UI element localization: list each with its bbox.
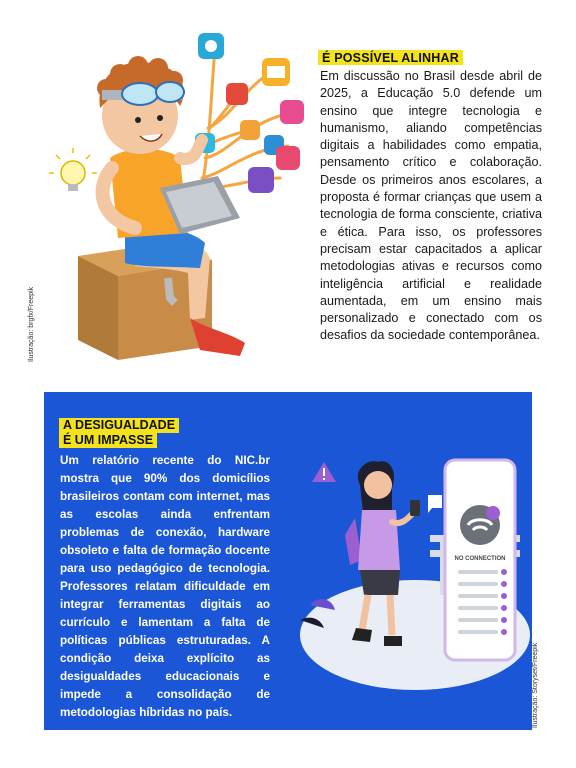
illustration-credit: Ilustração: brgfx/Freepik [28,286,35,362]
illustration-credit: Ilustração: Storyset/Freepik [532,642,539,728]
lightbulb-icon [49,148,97,191]
section-body-text: Em discussão no Brasil desde abril de 2025, a Educação 5.0 defende um ensino que integre tecnologia e humanismo, aliando competências digitais a habilidades como empatia, pensamento crítico e colaboração. Desde os primeiros anos escolares, a proposta é formar crianças que usem a tecnologia de forma consciente, criativa e ética. Para isso, os professores precisam estar capacitados a aplicar metodologias ativas e recursos como inteligência artificial e realidade aumentada, em um ensino mais personalizado e conectado com os desafios da sociedade contemporânea. [320,69,542,343]
boy-tablet-illustration [40,28,315,373]
warning-icon [312,462,336,482]
girl-phone-illustration [280,430,530,695]
section-body-text: Um relatório recente do NIC.br mostra que 90% dos domicílios brasileiros contam com internet, mas as escolas ainda enfrentam problemas de conexão, hardware obsoleto e falta de formação docente para uso pedagógico de tecnologia. Professores relatam dificuldade em integrar ferramentas digitais ao currículo e lamentam a falta de políticas públicas estruturadas. A condição deixa explícito as desigualdades educacionais e impede a consolidação de metodologias híbridas no país. [60,454,270,719]
heading-line: É UM IMPASSE [59,433,157,448]
section-heading [59,418,179,448]
no-connection-label: NO CONNECTION [454,556,506,562]
heading-line: A DESIGUALDADE [59,418,179,433]
section-heading: É POSSÍVEL ALINHAR [318,50,463,65]
phone-mockup [445,460,515,660]
